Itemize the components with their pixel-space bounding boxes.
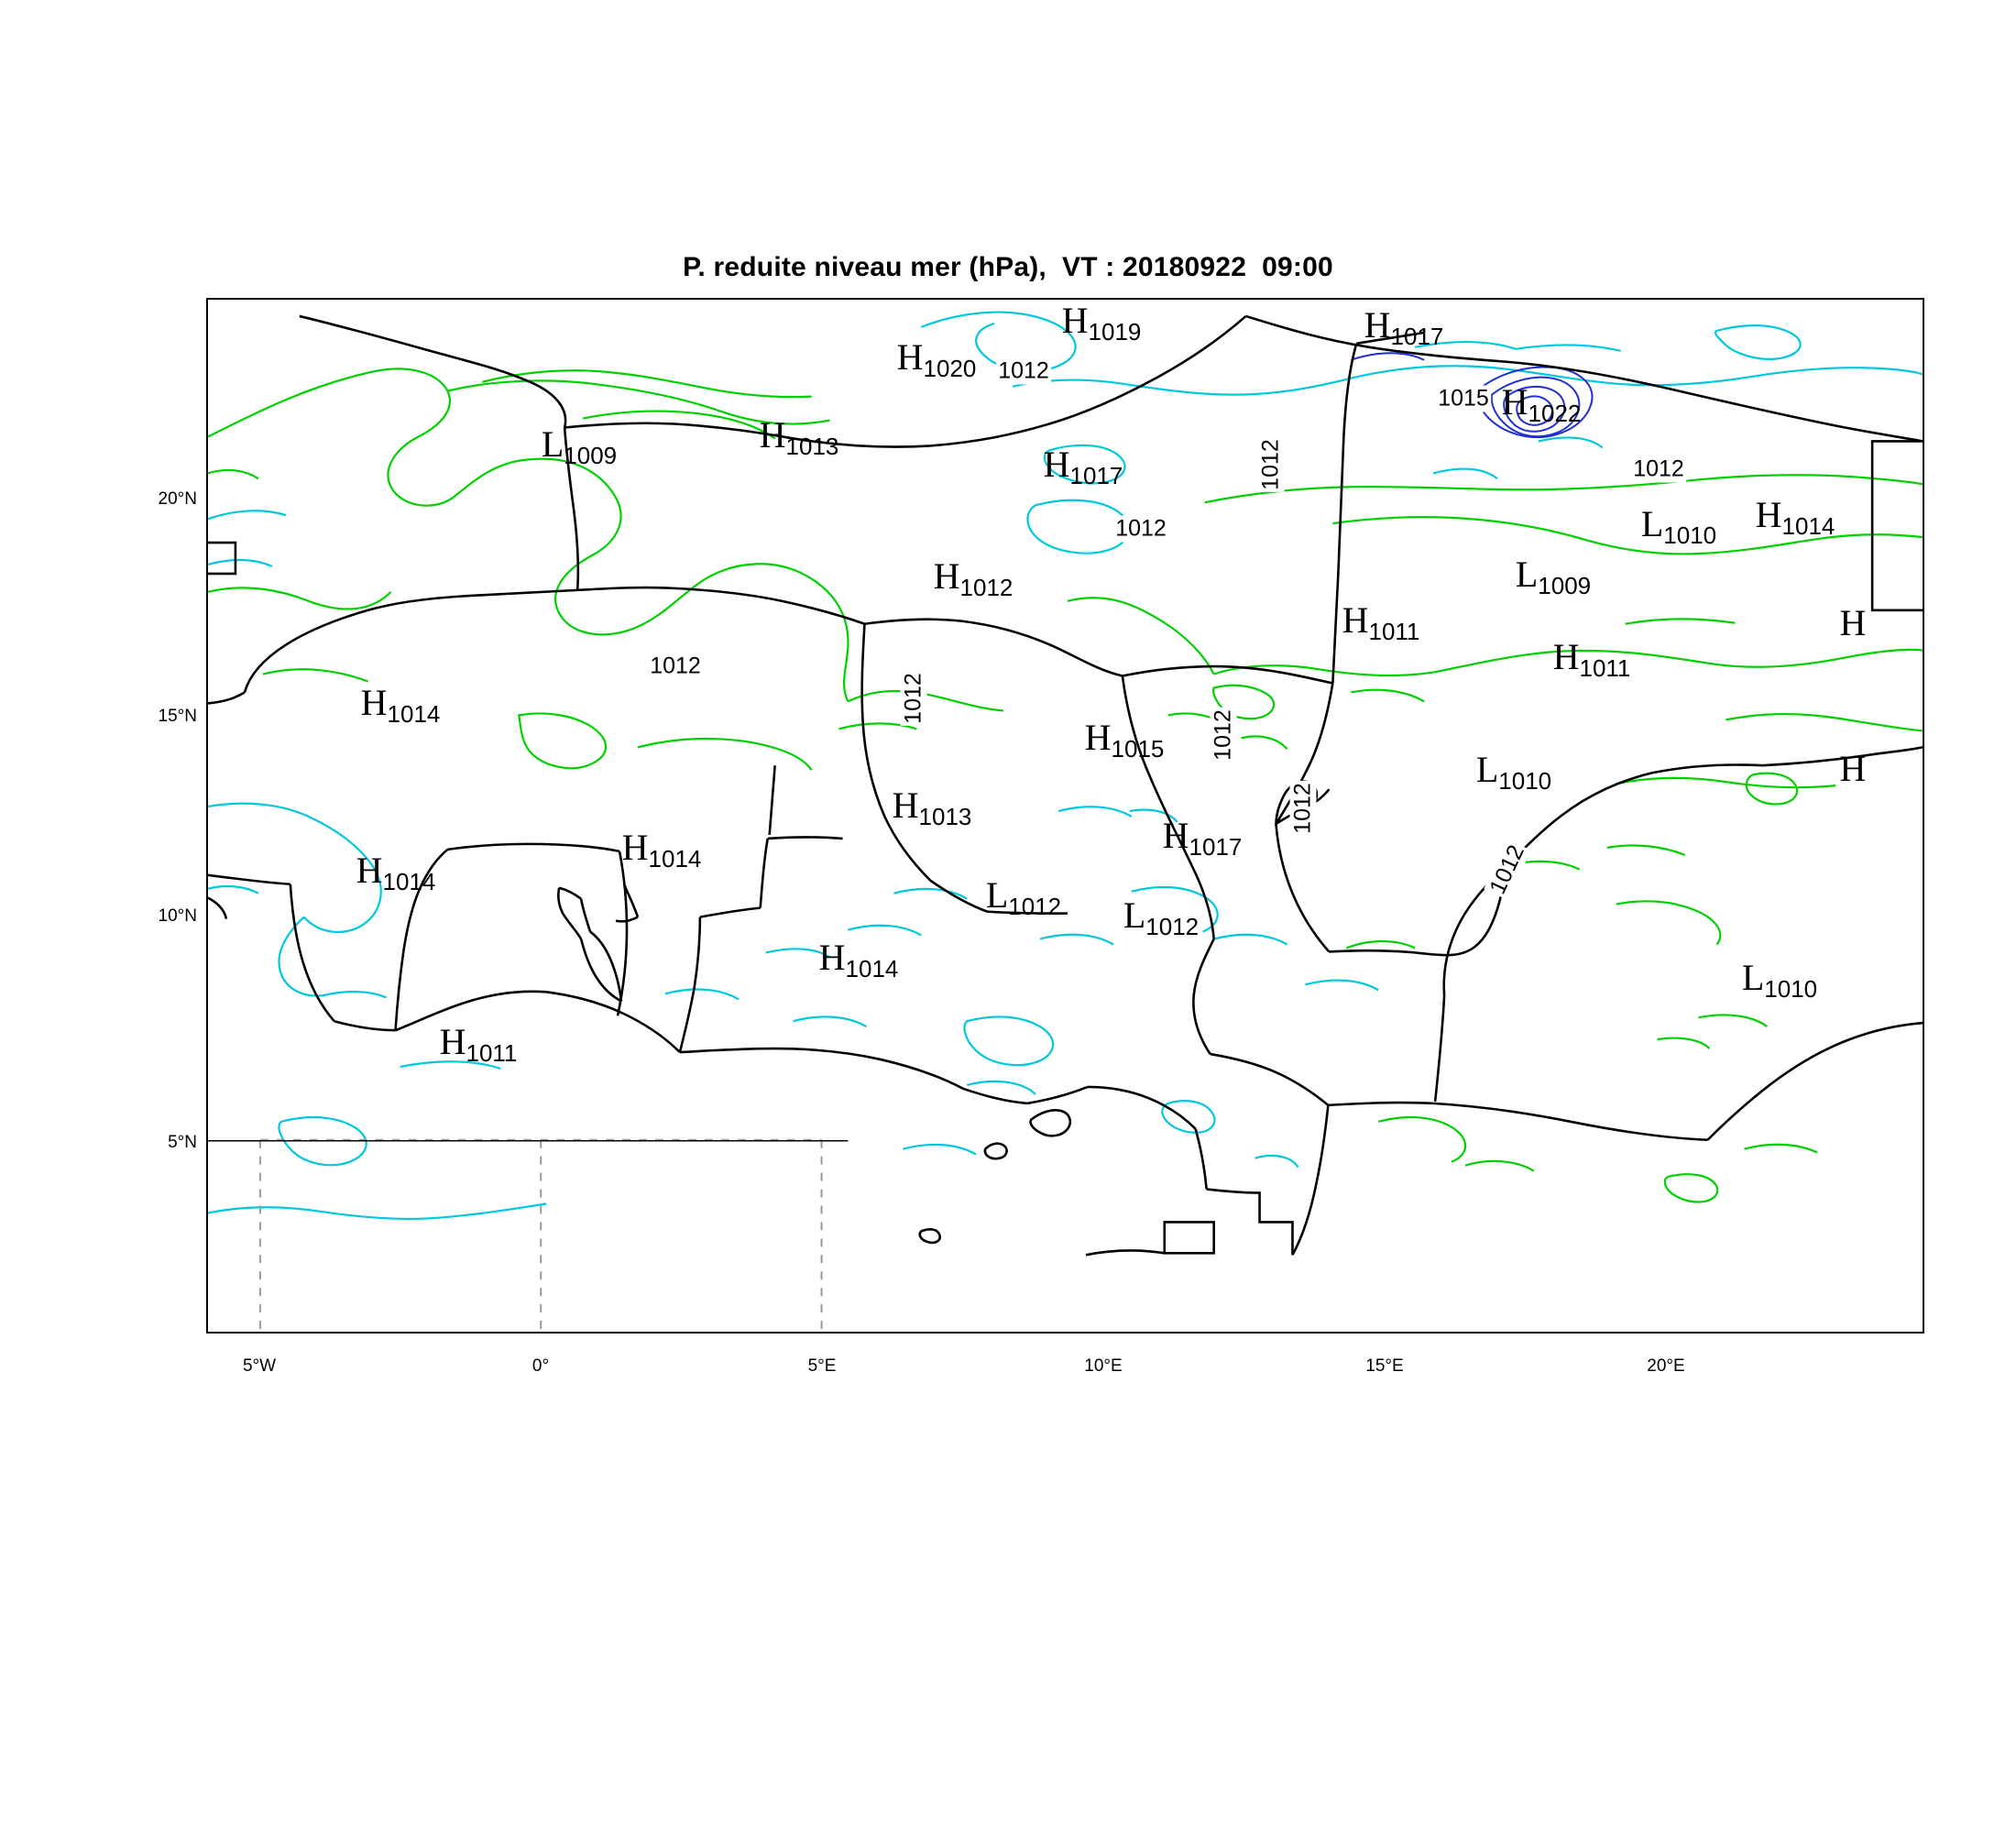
map-plot-area <box>206 298 1924 1334</box>
contour-label-1012-d: 1012 <box>1633 456 1684 482</box>
marker-value: 1010 <box>1764 975 1818 1003</box>
marker-value: 1013 <box>918 803 972 830</box>
marker-value: 1011 <box>1368 618 1420 645</box>
marker-value: 1009 <box>564 442 618 469</box>
contour-label-1012-a: 1012 <box>998 357 1049 384</box>
marker-value: 1020 <box>923 355 977 382</box>
marker-type: H <box>1084 717 1112 758</box>
marker-value: 1010 <box>1663 521 1717 549</box>
marker-type: H <box>1342 599 1369 641</box>
marker-type: L <box>1475 749 1499 790</box>
pressure-marker-high <box>896 336 977 382</box>
x-tick-label-20E: 20°E <box>1647 1356 1685 1376</box>
marker-type: H <box>1552 636 1580 677</box>
pressure-marker-high <box>621 827 702 873</box>
pressure-marker-low <box>1640 503 1717 549</box>
contour-label-1012-e: 1012 <box>650 653 701 679</box>
marker-type: H <box>1755 494 1782 535</box>
marker-value: 1012 <box>1145 913 1200 940</box>
pressure-marker-high <box>933 555 1013 601</box>
pressure-marker-high <box>1084 717 1165 763</box>
marker-type: H <box>1364 304 1391 346</box>
pressure-marker-high <box>360 682 441 728</box>
marker-value: 1010 <box>1498 767 1552 795</box>
pressure-marker-high <box>892 785 972 830</box>
marker-type: L <box>985 874 1009 916</box>
marker-value: 1011 <box>1579 654 1631 682</box>
pressure-marker-high <box>439 1021 518 1067</box>
pressure-marker-high <box>1162 815 1243 861</box>
marker-value: 1014 <box>648 845 702 873</box>
marker-type: H <box>356 850 383 891</box>
marker-type: H <box>1839 748 1867 789</box>
marker-value: 1017 <box>1390 323 1444 350</box>
pressure-marker-high <box>1839 748 1867 789</box>
pressure-marker-high <box>356 850 436 895</box>
pressure-marker-high <box>1839 602 1867 643</box>
marker-type: L <box>1741 957 1765 998</box>
chart-title: P. reduite niveau mer (hPa), VT : 20180922 09:00 <box>683 252 1333 282</box>
pressure-marker-high <box>1552 636 1631 682</box>
contour-label-1015-a: 1015 <box>1438 385 1489 412</box>
marker-type: H <box>818 937 846 978</box>
y-tick-label-15N: 15°N <box>158 707 197 726</box>
pressure-marker-high <box>1342 599 1420 645</box>
pressure-marker-high <box>1061 300 1142 346</box>
marker-value: 1014 <box>382 868 436 895</box>
domain-box-dashed <box>260 1140 822 1332</box>
contour-label-1012-g: 1012 <box>1210 709 1236 761</box>
marker-type: H <box>1162 815 1189 856</box>
marker-value: 1019 <box>1088 318 1142 346</box>
marker-type: H <box>439 1021 466 1062</box>
marker-value: 1022 <box>1528 400 1582 427</box>
x-tick-label-15E: 15°E <box>1365 1356 1404 1376</box>
marker-type: L <box>1515 554 1539 595</box>
marker-value: 1014 <box>845 955 899 982</box>
pressure-marker-low <box>1123 895 1200 940</box>
marker-type: H <box>933 555 960 597</box>
pressure-marker-low <box>1515 554 1592 599</box>
pressure-marker-high <box>759 414 839 460</box>
marker-type: H <box>1839 602 1867 643</box>
pressure-marker-low <box>985 874 1062 920</box>
marker-type: H <box>1061 300 1089 341</box>
marker-type: H <box>759 414 786 456</box>
marker-value: 1012 <box>959 574 1013 601</box>
contour-label-1012-h: 1012 <box>1289 783 1316 834</box>
marker-type: L <box>1640 503 1664 544</box>
contour-label-1012-f: 1012 <box>900 673 926 724</box>
marker-value: 1013 <box>785 433 839 460</box>
x-tick-label-5E: 5°E <box>807 1356 837 1376</box>
marker-value: 1014 <box>1781 512 1835 540</box>
marker-value: 1017 <box>1069 462 1123 489</box>
pressure-marker-high <box>1043 444 1123 489</box>
contour-lines-green <box>208 368 1923 1202</box>
pressure-marker-low <box>1741 957 1818 1003</box>
marker-value: 1014 <box>387 700 441 728</box>
contour-label-1012-i: 1012 <box>1484 840 1530 900</box>
marker-value: 1015 <box>1111 735 1165 763</box>
x-tick-label-0: 0° <box>531 1356 550 1376</box>
x-tick-label-5W: 5°W <box>242 1356 277 1376</box>
pressure-marker-low <box>1475 749 1552 795</box>
marker-type: H <box>892 785 919 826</box>
marker-type: H <box>621 827 649 868</box>
pressure-marker-high <box>1364 304 1444 350</box>
marker-value: 1011 <box>466 1039 518 1067</box>
marker-value: 1017 <box>1189 833 1243 861</box>
pressure-marker-low <box>541 423 618 469</box>
x-tick-label-10E: 10°E <box>1084 1356 1123 1376</box>
marker-type: H <box>1501 381 1528 423</box>
marker-value: 1012 <box>1008 893 1062 920</box>
y-tick-label-5N: 5°N <box>168 1133 197 1152</box>
y-tick-label-20N: 20°N <box>158 489 197 509</box>
y-tick-label-10N: 10°N <box>158 906 197 926</box>
marker-type: L <box>1123 895 1146 936</box>
marker-type: H <box>1043 444 1070 485</box>
marker-type: H <box>896 336 924 378</box>
marker-value: 1009 <box>1538 572 1592 599</box>
contour-label-1012-b: 1012 <box>1257 439 1284 490</box>
pressure-marker-high <box>1755 494 1835 540</box>
pressure-marker-high <box>818 937 899 982</box>
marker-type: L <box>541 423 564 465</box>
pressure-marker-high <box>1501 381 1582 427</box>
contour-label-1012-c: 1012 <box>1115 515 1167 542</box>
marker-type: H <box>360 682 388 723</box>
